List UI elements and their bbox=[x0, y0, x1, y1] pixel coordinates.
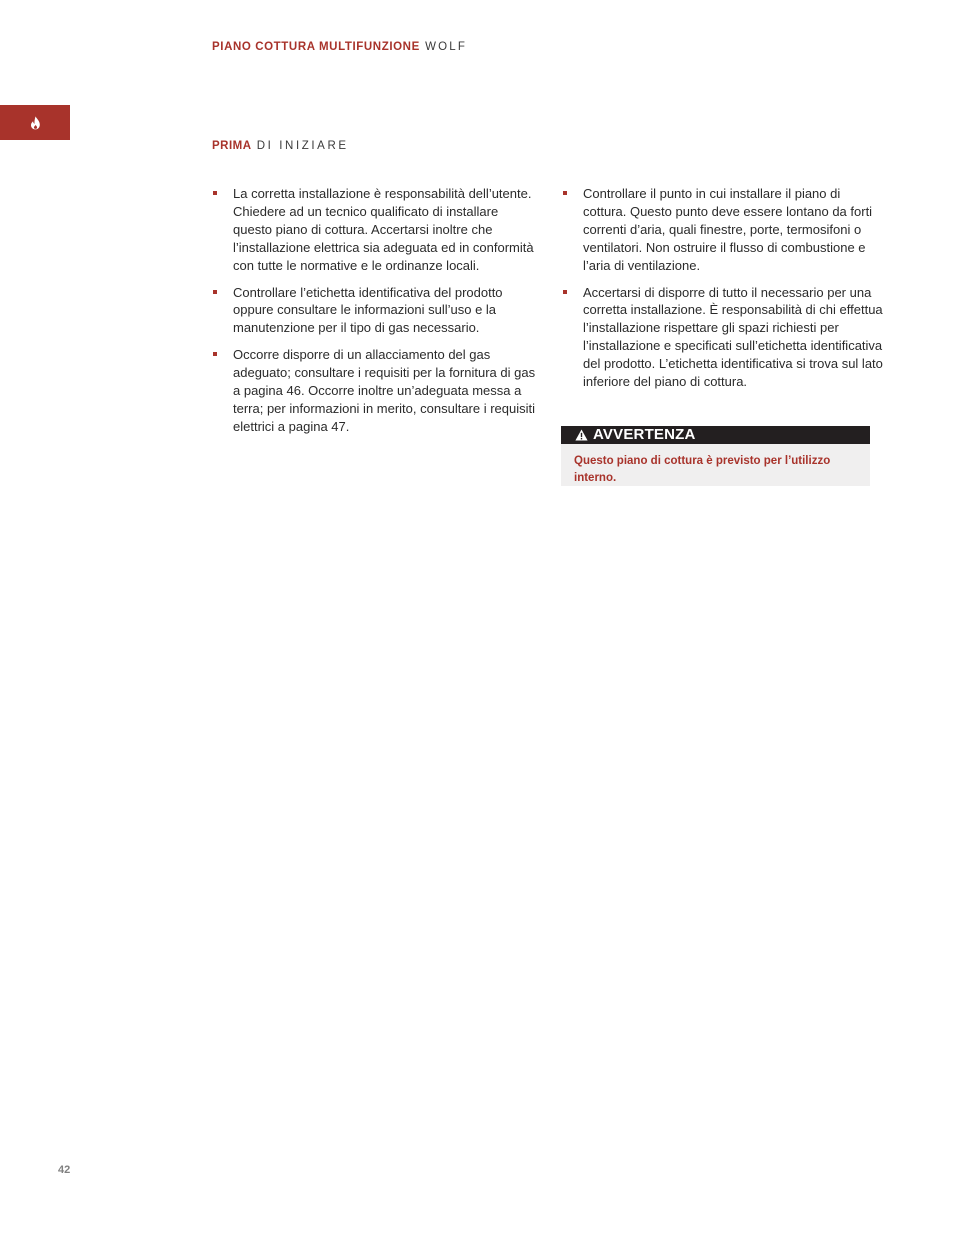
bullet-square-icon bbox=[213, 191, 217, 195]
running-header bbox=[212, 40, 467, 54]
list-item-text: Occorre disporre di un allacciamento del gas adeguato; consultare i requisiti per la fornitura di gas a pagina 46. Occorre inoltre un’adeguata messa a terra; per informazioni in merito, consultare i requisiti elettrici a pagina 47. bbox=[233, 347, 536, 434]
warning-text: Questo piano di cottura è previsto per l’utilizzo interno. bbox=[561, 444, 870, 486]
list-item-text: Accertarsi di disporre di tutto il necessario per una corretta installazione. È responsabilità di chi effettua l’installazione rispettare gli spazi richiesti per l’installazione e specificati sull’etichetta identificativa del prodotto. L’etichetta identificativa si trova sul lato inferiore del piano di cottura. bbox=[583, 284, 883, 390]
warning-title: AVVERTENZA bbox=[593, 426, 696, 443]
list-item bbox=[212, 185, 540, 275]
bullet-square-icon bbox=[213, 290, 217, 294]
section-tab bbox=[0, 105, 70, 140]
list-item bbox=[212, 284, 540, 338]
section-title bbox=[212, 139, 349, 153]
section-title-light: DI INIZIARE bbox=[256, 140, 349, 152]
header-brand: WOLF bbox=[425, 41, 468, 53]
bullet-square-icon bbox=[213, 352, 217, 356]
warning-header bbox=[561, 426, 870, 444]
flame-icon bbox=[30, 116, 41, 130]
list-item bbox=[562, 284, 884, 391]
bullet-square-icon bbox=[563, 191, 567, 195]
left-column bbox=[212, 185, 540, 445]
section-title-strong: PRIMA bbox=[212, 140, 252, 152]
list-item-text: La corretta installazione è responsabilità dell’utente. Chiedere ad un tecnico qualificato di installare questo piano di cottura. Accertarsi inoltre che l’installazione elettrica sia adeguata ed in conformità con tutte le normative e le ordinanze locali. bbox=[233, 186, 534, 273]
header-product-title: PIANO COTTURA MULTIFUNZIONE bbox=[212, 41, 420, 53]
left-bullet-list bbox=[212, 185, 540, 436]
list-item bbox=[212, 346, 540, 436]
list-item-text: Controllare l’etichetta identificativa del prodotto oppure consultare le informazioni sull’uso e la manutenzione per il tipo di gas necessario. bbox=[233, 284, 503, 336]
bullet-square-icon bbox=[563, 290, 567, 294]
warning-box bbox=[561, 426, 870, 486]
page-number: 42 bbox=[58, 1164, 71, 1176]
list-item-text: Controllare il punto in cui installare il piano di cottura. Questo punto deve essere lontano da forti correnti d’aria, quali finestre, porte, termosifoni o ventilatori. Non ostruire il flusso di combustione e l’aria di ventilazione. bbox=[583, 186, 873, 273]
right-column bbox=[562, 185, 884, 400]
list-item bbox=[562, 185, 884, 275]
right-bullet-list bbox=[562, 185, 884, 391]
warning-triangle-icon bbox=[575, 429, 593, 441]
